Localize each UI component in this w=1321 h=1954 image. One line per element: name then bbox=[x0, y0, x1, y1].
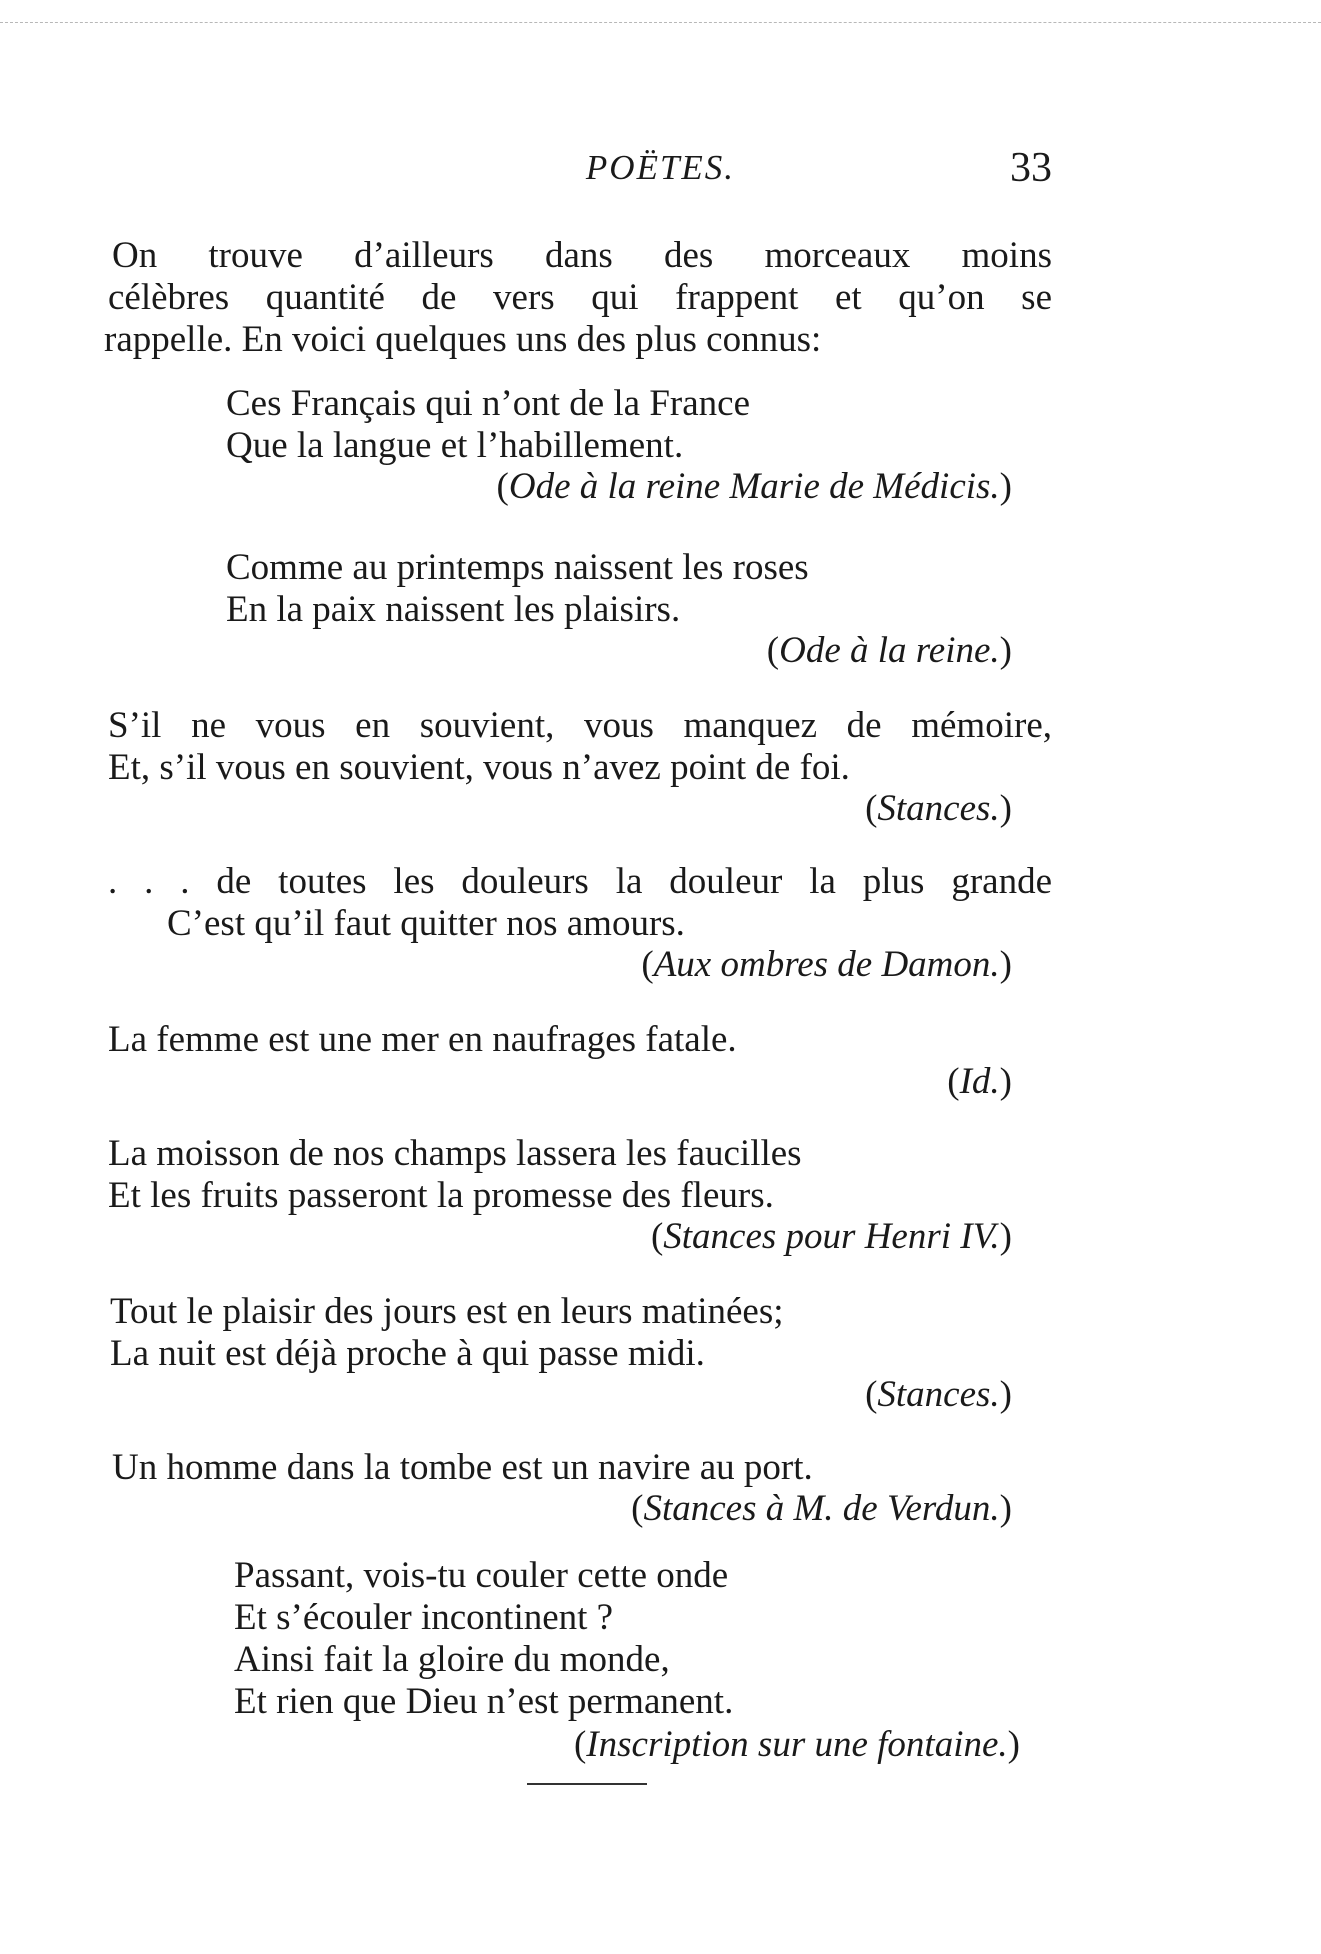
end-rule bbox=[527, 1783, 647, 1785]
quote-1-line-2: Que la langue et l’habillement. bbox=[226, 425, 684, 466]
quote-1-line-1: Ces Français qui n’ont de la France bbox=[226, 383, 751, 424]
quote-4-source: (Aux ombres de Damon.) bbox=[641, 944, 1012, 985]
quote-8-line-1: Un homme dans la tombe est un navire au port. bbox=[112, 1447, 813, 1488]
quote-3-line-1: S’il ne vous en souvient, vous manquez de mémoire, bbox=[108, 705, 1052, 746]
intro-line-1: On trouve d’ailleurs dans des morceaux moins bbox=[112, 235, 1052, 276]
quote-7-source: (Stances.) bbox=[865, 1374, 1012, 1415]
quote-5-source: (Id.) bbox=[947, 1061, 1012, 1102]
quote-8-source-title: Stances à M. de Verdun. bbox=[643, 1488, 1000, 1529]
quote-5-line-1: La femme est une mer en naufrages fatale. bbox=[108, 1019, 737, 1060]
running-header-title: POËTES. bbox=[585, 148, 736, 187]
quote-6-line-2: Et les fruits passeront la promesse des fleurs. bbox=[108, 1175, 774, 1216]
page-number: 33 bbox=[1010, 145, 1052, 191]
quote-3-line-2: Et, s’il vous en souvient, vous n’avez point de foi. bbox=[108, 747, 850, 788]
quote-5-source-title: Id. bbox=[959, 1061, 1000, 1102]
quote-4-line-1: . . . de toutes les douleurs la douleur la plus grande bbox=[108, 861, 1052, 902]
quote-7-line-2: La nuit est déjà proche à qui passe midi. bbox=[110, 1333, 705, 1374]
quote-4-line-2: C’est qu’il faut quitter nos amours. bbox=[167, 903, 685, 944]
quote-1-source: (Ode à la reine Marie de Médicis.) bbox=[496, 466, 1012, 507]
quote-2-source-title: Ode à la reine. bbox=[779, 630, 1000, 671]
quote-7-line-1: Tout le plaisir des jours est en leurs matinées; bbox=[110, 1291, 784, 1332]
quote-9-line-2: Et s’écouler incontinent ? bbox=[234, 1597, 614, 1638]
intro-line-3: rappelle. En voici quelques uns des plus connus: bbox=[104, 319, 822, 360]
quote-9-line-4: Et rien que Dieu n’est permanent. bbox=[234, 1681, 734, 1722]
quote-4-source-title: Aux ombres de Damon. bbox=[653, 944, 1000, 985]
quote-3-source-title: Stances. bbox=[877, 788, 1000, 829]
quote-2-line-2: En la paix naissent les plaisirs. bbox=[226, 589, 681, 630]
intro-line-2: célèbres quantité de vers qui frappent et qu’on se bbox=[108, 277, 1052, 318]
quote-2-source: (Ode à la reine.) bbox=[766, 630, 1012, 671]
quote-7-source-title: Stances. bbox=[877, 1374, 1000, 1415]
quote-9-line-1: Passant, vois-tu couler cette onde bbox=[234, 1555, 729, 1596]
quote-1-source-title: Ode à la reine Marie de Médicis. bbox=[508, 466, 1000, 507]
quote-3-source: (Stances.) bbox=[865, 788, 1012, 829]
quote-6-source-title: Stances pour Henri IV. bbox=[663, 1216, 1000, 1257]
top-scan-rule bbox=[0, 22, 1321, 23]
quote-9-line-3: Ainsi fait la gloire du monde, bbox=[234, 1639, 670, 1680]
quote-6-source: (Stances pour Henri IV.) bbox=[650, 1216, 1012, 1257]
quote-8-source: (Stances à M. de Verdun.) bbox=[631, 1488, 1012, 1529]
quote-9-source-title: Inscription sur une fontaine. bbox=[586, 1724, 1008, 1765]
quote-9-source: (Inscription sur une fontaine.) bbox=[573, 1724, 1020, 1765]
quote-2-line-1: Comme au printemps naissent les roses bbox=[226, 547, 809, 588]
quote-6-line-1: La moisson de nos champs lassera les faucilles bbox=[108, 1133, 802, 1174]
